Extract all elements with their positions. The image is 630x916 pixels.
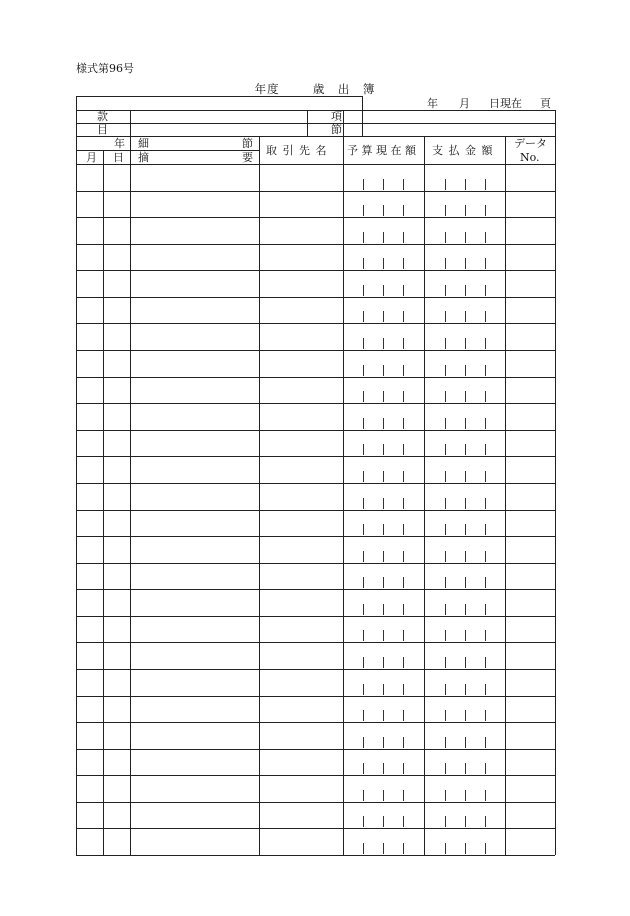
ledger-name: 歳 出 簿 <box>312 82 376 96</box>
digit-separator <box>383 471 384 482</box>
digit-separator <box>445 763 446 774</box>
digit-separator <box>363 285 364 296</box>
table-row <box>76 536 555 537</box>
digit-separator <box>485 418 486 429</box>
col-day: 日 <box>113 151 124 164</box>
status-day-as-of: 日現在 <box>489 97 522 110</box>
digit-separator <box>485 365 486 376</box>
digit-separator <box>485 657 486 668</box>
digit-separator <box>445 365 446 376</box>
digit-separator <box>485 604 486 615</box>
status-month: 月 <box>459 97 470 110</box>
digit-separator <box>403 285 404 296</box>
table-row <box>76 191 555 192</box>
digit-separator <box>383 232 384 243</box>
digit-separator <box>383 311 384 322</box>
digit-separator <box>485 471 486 482</box>
digit-separator <box>465 365 466 376</box>
digit-separator <box>445 391 446 402</box>
digit-separator <box>485 285 486 296</box>
digit-separator <box>403 816 404 827</box>
label-kan: 款 <box>97 110 108 123</box>
digit-separator <box>485 710 486 721</box>
digit-separator <box>445 444 446 455</box>
table-row <box>76 802 555 803</box>
digit-separator <box>363 816 364 827</box>
digit-separator <box>403 604 404 615</box>
digit-separator <box>465 790 466 801</box>
digit-separator <box>485 179 486 190</box>
col-year: 年 <box>114 137 125 150</box>
digit-separator <box>485 763 486 774</box>
digit-separator <box>403 338 404 349</box>
digit-separator <box>485 258 486 269</box>
digit-separator <box>363 338 364 349</box>
digit-separator <box>485 338 486 349</box>
digit-separator <box>403 498 404 509</box>
digit-separator <box>383 630 384 641</box>
digit-separator <box>445 577 446 588</box>
digit-separator <box>465 391 466 402</box>
label-moku: 目 <box>97 123 108 136</box>
col-data-label: データ <box>514 137 547 150</box>
digit-separator <box>363 391 364 402</box>
digit-separator <box>363 232 364 243</box>
digit-separator <box>403 205 404 216</box>
digit-separator <box>465 710 466 721</box>
digit-separator <box>383 258 384 269</box>
digit-separator <box>465 657 466 668</box>
digit-separator <box>485 630 486 641</box>
digit-separator <box>403 232 404 243</box>
digit-separator <box>445 471 446 482</box>
digit-separator <box>403 790 404 801</box>
digit-separator <box>445 737 446 748</box>
digit-separator <box>363 444 364 455</box>
col-data-no: No. <box>520 151 540 164</box>
table-row <box>76 589 555 590</box>
digit-separator <box>445 258 446 269</box>
table-row <box>76 642 555 643</box>
digit-separator <box>403 258 404 269</box>
digit-separator <box>403 444 404 455</box>
digit-separator <box>445 498 446 509</box>
digit-separator <box>445 311 446 322</box>
table-row <box>76 483 555 484</box>
digit-separator <box>445 179 446 190</box>
table-row <box>76 350 555 351</box>
digit-separator <box>363 604 364 615</box>
table-row <box>76 217 555 218</box>
digit-separator <box>465 285 466 296</box>
digit-separator <box>403 710 404 721</box>
digit-separator <box>485 498 486 509</box>
digit-separator <box>445 843 446 854</box>
digit-separator <box>465 684 466 695</box>
digit-separator <box>465 471 466 482</box>
digit-separator <box>383 524 384 535</box>
table-row <box>76 377 555 378</box>
digit-separator <box>403 179 404 190</box>
digit-separator <box>403 551 404 562</box>
table-row <box>76 403 555 404</box>
digit-separator <box>383 790 384 801</box>
digit-separator <box>363 577 364 588</box>
table-row <box>76 270 555 271</box>
digit-separator <box>465 843 466 854</box>
table-row <box>76 696 555 697</box>
digit-separator <box>485 551 486 562</box>
form-number: 様式第96号 <box>76 62 134 75</box>
digit-separator <box>485 391 486 402</box>
digit-separator <box>383 205 384 216</box>
digit-separator <box>363 365 364 376</box>
digit-separator <box>445 418 446 429</box>
digit-separator <box>485 524 486 535</box>
digit-separator <box>485 232 486 243</box>
digit-separator <box>465 498 466 509</box>
digit-separator <box>363 630 364 641</box>
digit-separator <box>445 816 446 827</box>
label-kou: 項 <box>331 110 342 123</box>
digit-separator <box>465 338 466 349</box>
digit-separator <box>363 790 364 801</box>
digit-separator <box>485 205 486 216</box>
digit-separator <box>485 577 486 588</box>
digit-separator <box>445 551 446 562</box>
digit-separator <box>363 471 364 482</box>
digit-separator <box>465 205 466 216</box>
digit-separator <box>485 843 486 854</box>
table-row <box>76 323 555 324</box>
table-row <box>76 430 555 431</box>
digit-separator <box>465 524 466 535</box>
label-setsu: 節 <box>331 123 342 136</box>
digit-separator <box>383 710 384 721</box>
table-row <box>76 297 555 298</box>
digit-separator <box>363 737 364 748</box>
digit-separator <box>445 285 446 296</box>
digit-separator <box>403 577 404 588</box>
digit-separator <box>403 657 404 668</box>
digit-separator <box>383 577 384 588</box>
digit-separator <box>445 630 446 641</box>
digit-separator <box>465 577 466 588</box>
digit-separator <box>465 763 466 774</box>
col-tekiyo-left: 摘 <box>138 151 149 164</box>
digit-separator <box>383 444 384 455</box>
digit-separator <box>465 311 466 322</box>
digit-separator <box>445 684 446 695</box>
digit-separator <box>465 179 466 190</box>
digit-separator <box>383 737 384 748</box>
table-row <box>76 244 555 245</box>
digit-separator <box>383 365 384 376</box>
digit-separator <box>363 311 364 322</box>
digit-separator <box>383 763 384 774</box>
digit-separator <box>363 258 364 269</box>
table-row <box>76 855 555 856</box>
digit-separator <box>363 524 364 535</box>
digit-separator <box>403 843 404 854</box>
digit-separator <box>485 444 486 455</box>
digit-separator <box>465 418 466 429</box>
digit-separator <box>403 684 404 695</box>
digit-separator <box>445 604 446 615</box>
digit-separator <box>363 205 364 216</box>
digit-separator <box>383 604 384 615</box>
col-month: 月 <box>86 151 97 164</box>
col-saisetsu: 細 <box>138 137 149 150</box>
status-page: 頁 <box>540 97 551 110</box>
digit-separator <box>403 418 404 429</box>
digit-separator <box>485 311 486 322</box>
table-row <box>76 828 555 829</box>
col-saisetsu-right: 節 <box>242 137 253 150</box>
digit-separator <box>383 338 384 349</box>
col-payment-amount: 支 払 金 額 <box>432 144 494 157</box>
col-payee: 取 引 先 名 <box>266 144 328 157</box>
digit-separator <box>485 737 486 748</box>
table-row <box>76 722 555 723</box>
digit-separator <box>465 232 466 243</box>
digit-separator <box>465 737 466 748</box>
table-row <box>76 510 555 511</box>
digit-separator <box>383 684 384 695</box>
digit-separator <box>465 258 466 269</box>
digit-separator <box>465 604 466 615</box>
digit-separator <box>403 763 404 774</box>
table-row <box>76 749 555 750</box>
digit-separator <box>485 790 486 801</box>
digit-separator <box>403 311 404 322</box>
col-tekiyo-right: 要 <box>242 151 253 164</box>
digit-separator <box>383 657 384 668</box>
digit-separator <box>383 391 384 402</box>
digit-separator <box>403 630 404 641</box>
digit-separator <box>363 710 364 721</box>
digit-separator <box>485 684 486 695</box>
digit-separator <box>445 524 446 535</box>
digit-separator <box>445 205 446 216</box>
digit-separator <box>383 551 384 562</box>
digit-separator <box>363 498 364 509</box>
digit-separator <box>465 630 466 641</box>
digit-separator <box>445 790 446 801</box>
digit-separator <box>403 391 404 402</box>
digit-separator <box>485 816 486 827</box>
digit-separator <box>383 418 384 429</box>
digit-separator <box>363 657 364 668</box>
digit-separator <box>445 657 446 668</box>
digit-separator <box>383 179 384 190</box>
table-row <box>76 616 555 617</box>
table-row <box>76 669 555 670</box>
digit-separator <box>383 285 384 296</box>
digit-separator <box>363 418 364 429</box>
status-year: 年 <box>427 97 438 110</box>
digit-separator <box>403 524 404 535</box>
table-row <box>76 456 555 457</box>
digit-separator <box>403 365 404 376</box>
digit-separator <box>403 471 404 482</box>
digit-separator <box>445 338 446 349</box>
digit-separator <box>383 843 384 854</box>
digit-separator <box>363 763 364 774</box>
digit-separator <box>465 816 466 827</box>
digit-separator <box>445 710 446 721</box>
col-budget-balance: 予 算 現 在 額 <box>347 144 416 157</box>
digit-separator <box>363 684 364 695</box>
fiscal-year-label: 年度 <box>254 82 280 96</box>
ledger-title <box>0 81 630 97</box>
digit-separator <box>383 816 384 827</box>
digit-separator <box>383 498 384 509</box>
digit-separator <box>363 551 364 562</box>
digit-separator <box>363 179 364 190</box>
digit-separator <box>465 551 466 562</box>
digit-separator <box>445 232 446 243</box>
table-row <box>76 563 555 564</box>
digit-separator <box>403 737 404 748</box>
digit-separator <box>465 444 466 455</box>
table-row <box>76 775 555 776</box>
digit-separator <box>363 843 364 854</box>
